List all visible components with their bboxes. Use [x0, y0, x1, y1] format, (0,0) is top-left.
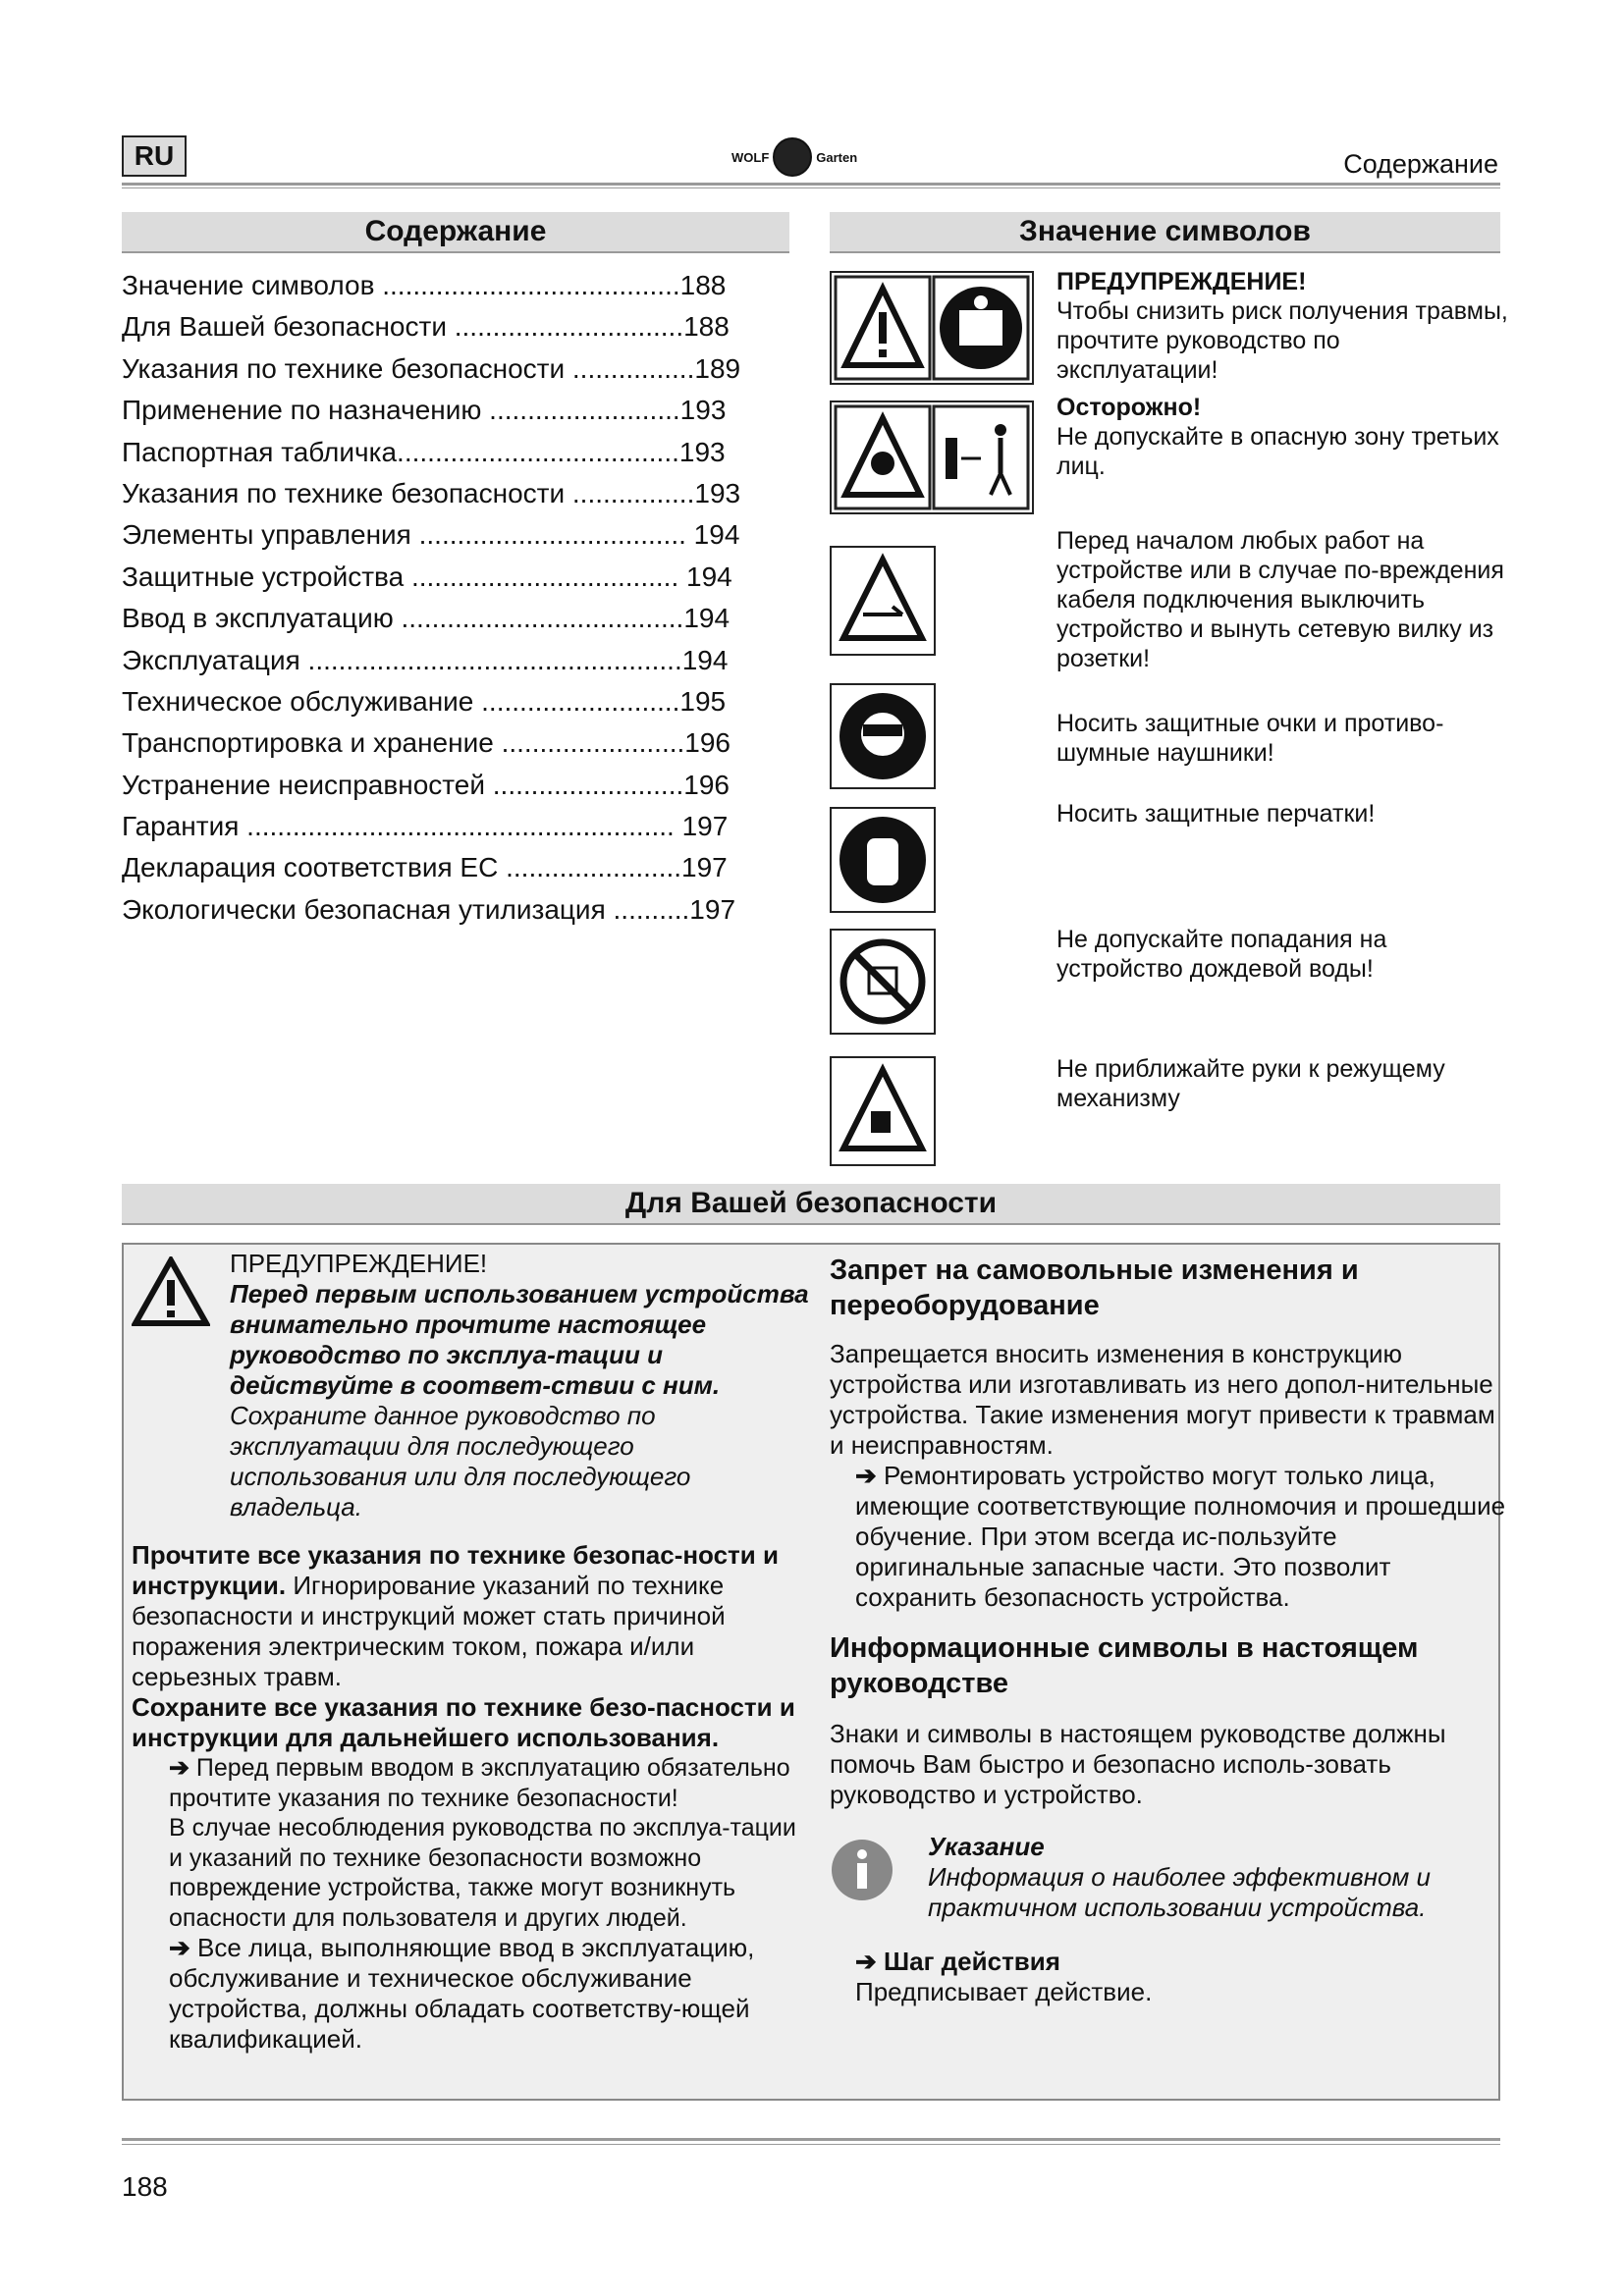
- safety-warning-heading: ПРЕДУПРЕЖДЕНИЕ!: [230, 1249, 488, 1278]
- symbol-gloves: [830, 807, 936, 913]
- brand-logo: [731, 135, 889, 179]
- toc-entry: Устранение неисправностей .........................196: [122, 769, 730, 800]
- symbol-caution-bystanders: [830, 400, 1034, 514]
- toc-entry: Паспортная табличка.....................................193: [122, 436, 726, 467]
- symbol-hands: [830, 1056, 936, 1166]
- read-instructions-bold: Прочтите все указания по технике безопас-ности и инструкции.: [132, 1540, 779, 1600]
- safety-heading: Для Вашей безопасности: [122, 1184, 1500, 1225]
- toc-entry: Ввод в эксплуатацию .....................................194: [122, 603, 731, 634]
- keep-instructions-bold: Сохраните все указания по технике безо-пасности и инструкции для дальнейшего использования.: [132, 1692, 795, 1752]
- table-of-contents: [122, 265, 789, 931]
- language-badge: RU: [122, 135, 187, 177]
- warning-triangle-icon: [834, 275, 1030, 381]
- goggles-earmuffs-icon: [834, 687, 932, 785]
- arrow-icon: ➔: [855, 1461, 877, 1490]
- symbol-caution-desc: [1056, 393, 1508, 481]
- arrow-icon: ➔: [855, 1947, 877, 1976]
- symbol-goggles: [830, 683, 936, 789]
- symbols-heading: Значение символов: [830, 212, 1500, 253]
- safety-step-qualification: Все лица, выполняющие ввод в эксплуатацию, обслуживание и техническое обслуживание устройства, должны обладать соответству-ющей квалификацией.: [169, 1933, 755, 2054]
- toc-heading: Содержание: [122, 212, 789, 253]
- symbol-cable: [830, 546, 936, 656]
- header-divider: [122, 183, 1500, 186]
- toc-entry: Применение по назначению .........................193: [122, 395, 727, 426]
- safety-warning-italic: Сохраните данное руководство по эксплуатации для последующего использования или для последующего владельца.: [230, 1401, 691, 1522]
- header-section-title: Содержание: [1343, 149, 1498, 179]
- safety-right-column: [830, 1249, 1507, 2007]
- caution-bystander-icon: [834, 404, 1030, 510]
- logo-right-text: Garten: [816, 149, 858, 165]
- action-title: Шаг действия: [884, 1947, 1060, 1976]
- symbol-warning-manual: [830, 271, 1034, 385]
- symbol-goggles-desc: Носить защитные очки и противо-шумные наушники!: [1056, 710, 1444, 767]
- modification-text: Запрещается вносить изменения в конструкцию устройства или изготавливать из него допол-нительные устройства. Такие изменения могут привести к травмам и неисправностям.: [830, 1339, 1495, 1460]
- caution-text: Не допускайте в опасную зону третьих лиц.: [1056, 423, 1499, 480]
- symbol-hands-desc: Не приближайте руки к режущему механизму: [1056, 1055, 1445, 1112]
- toc-entry: Указания по технике безопасности ................189: [122, 352, 741, 384]
- safety-step-first-use: Перед первым вводом в эксплуатацию обязательно прочтите указания по технике безопасности!: [169, 1754, 790, 1812]
- symbol-rain-desc: Не допускайте попадания на устройство дождевой воды!: [1056, 926, 1387, 983]
- toc-entry: Эксплуатация .................................................194: [122, 644, 729, 675]
- footer-divider: [122, 2138, 1500, 2141]
- toc-entry: Техническое обслуживание ..........................195: [122, 685, 727, 717]
- arrow-icon: ➔: [169, 1754, 189, 1782]
- info-symbols-heading: Информационные символы в настоящем руководстве: [830, 1632, 1419, 1699]
- toc-entry: Декларация соответствия ЕС .......................197: [122, 852, 728, 883]
- note-text: Информация о наиболее эффективном и практичном использовании устройства.: [928, 1862, 1432, 1922]
- header-divider-thin: [122, 187, 1500, 188]
- modification-heading: Запрет на самовольные изменения и переоборудование: [830, 1255, 1359, 1321]
- safety-warning-bold: Перед первым использованием устройства внимательно прочтите настоящее руководство по эксплуа-тации и действуйте в соответ-ствии с ним.: [230, 1279, 809, 1400]
- symbol-rain: [830, 929, 936, 1035]
- cable-damage-icon: [834, 550, 932, 652]
- arrow-icon: ➔: [169, 1933, 190, 1962]
- symbol-gloves-desc: Носить защитные перчатки!: [1056, 800, 1376, 828]
- warning-triangle-icon: [132, 1256, 210, 1327]
- warning-text: Чтобы снизить риск получения травмы, прочтите руководство по эксплуатации!: [1056, 297, 1508, 384]
- safety-left-column: [132, 1249, 809, 2055]
- toc-entry: Значение символов .......................................188: [122, 270, 727, 300]
- toc-entry: Указания по технике безопасности ................193: [122, 477, 741, 508]
- modification-step: Ремонтировать устройство могут только лица, имеющие соответствующие полномочия и прошедшие обучение. При этом всегда ис-пользуйте оригинальные запасные части. Это позволит сохранить безопасность устройства.: [855, 1461, 1506, 1612]
- footer-divider-thin: [122, 2144, 1500, 2145]
- note-title: Указание: [928, 1832, 1045, 1861]
- wolf-head-icon: [773, 137, 812, 177]
- warning-title: ПРЕДУПРЕЖДЕНИЕ!: [1056, 268, 1307, 295]
- hand-cutting-icon: [834, 1060, 932, 1162]
- toc-entry: Экологически безопасная утилизация ..........197: [122, 893, 736, 925]
- info-symbols-text: Знаки и символы в настоящем руководстве должны помочь Вам быстро и безопасно исполь-зовать руководство и устройство.: [830, 1719, 1446, 1809]
- toc-entry: Транспортировка и хранение ........................196: [122, 727, 731, 759]
- logo-left-text: WOLF: [731, 149, 770, 165]
- caution-title: Осторожно!: [1056, 394, 1202, 421]
- safety-step-first-use-more: В случае несоблюдения руководства по эксплуа-тации и указаний по технике безопасности возможно повреждение устройства, также могут возникнуть опасности для пользователя и других людей.: [169, 1814, 796, 1932]
- toc-entry: Для Вашей безопасности ..............................188: [122, 311, 730, 343]
- gloves-icon: [834, 811, 932, 909]
- symbol-warning-desc: [1056, 267, 1508, 385]
- page-number: 188: [122, 2171, 168, 2202]
- info-icon: [830, 1838, 894, 1902]
- symbol-cable-desc: Перед началом любых работ на устройстве или в случае по-вреждения кабеля подключения выключить устройство и вынуть сетевую вилку из розетки!: [1056, 527, 1504, 672]
- action-text: Предписывает действие.: [855, 1977, 1153, 2006]
- no-rain-icon: [834, 933, 932, 1031]
- read-instructions-text: Игнорирование указаний по технике безопасности и инструкций может стать причиной поражения электрическим током, пожара и/или серьезных травм.: [132, 1571, 726, 1691]
- toc-entry: Элементы управления ................................... 194: [122, 519, 740, 551]
- toc-entry: Гарантия ........................................................ 197: [122, 811, 729, 842]
- toc-entry: Защитные устройства ................................... 194: [122, 561, 732, 592]
